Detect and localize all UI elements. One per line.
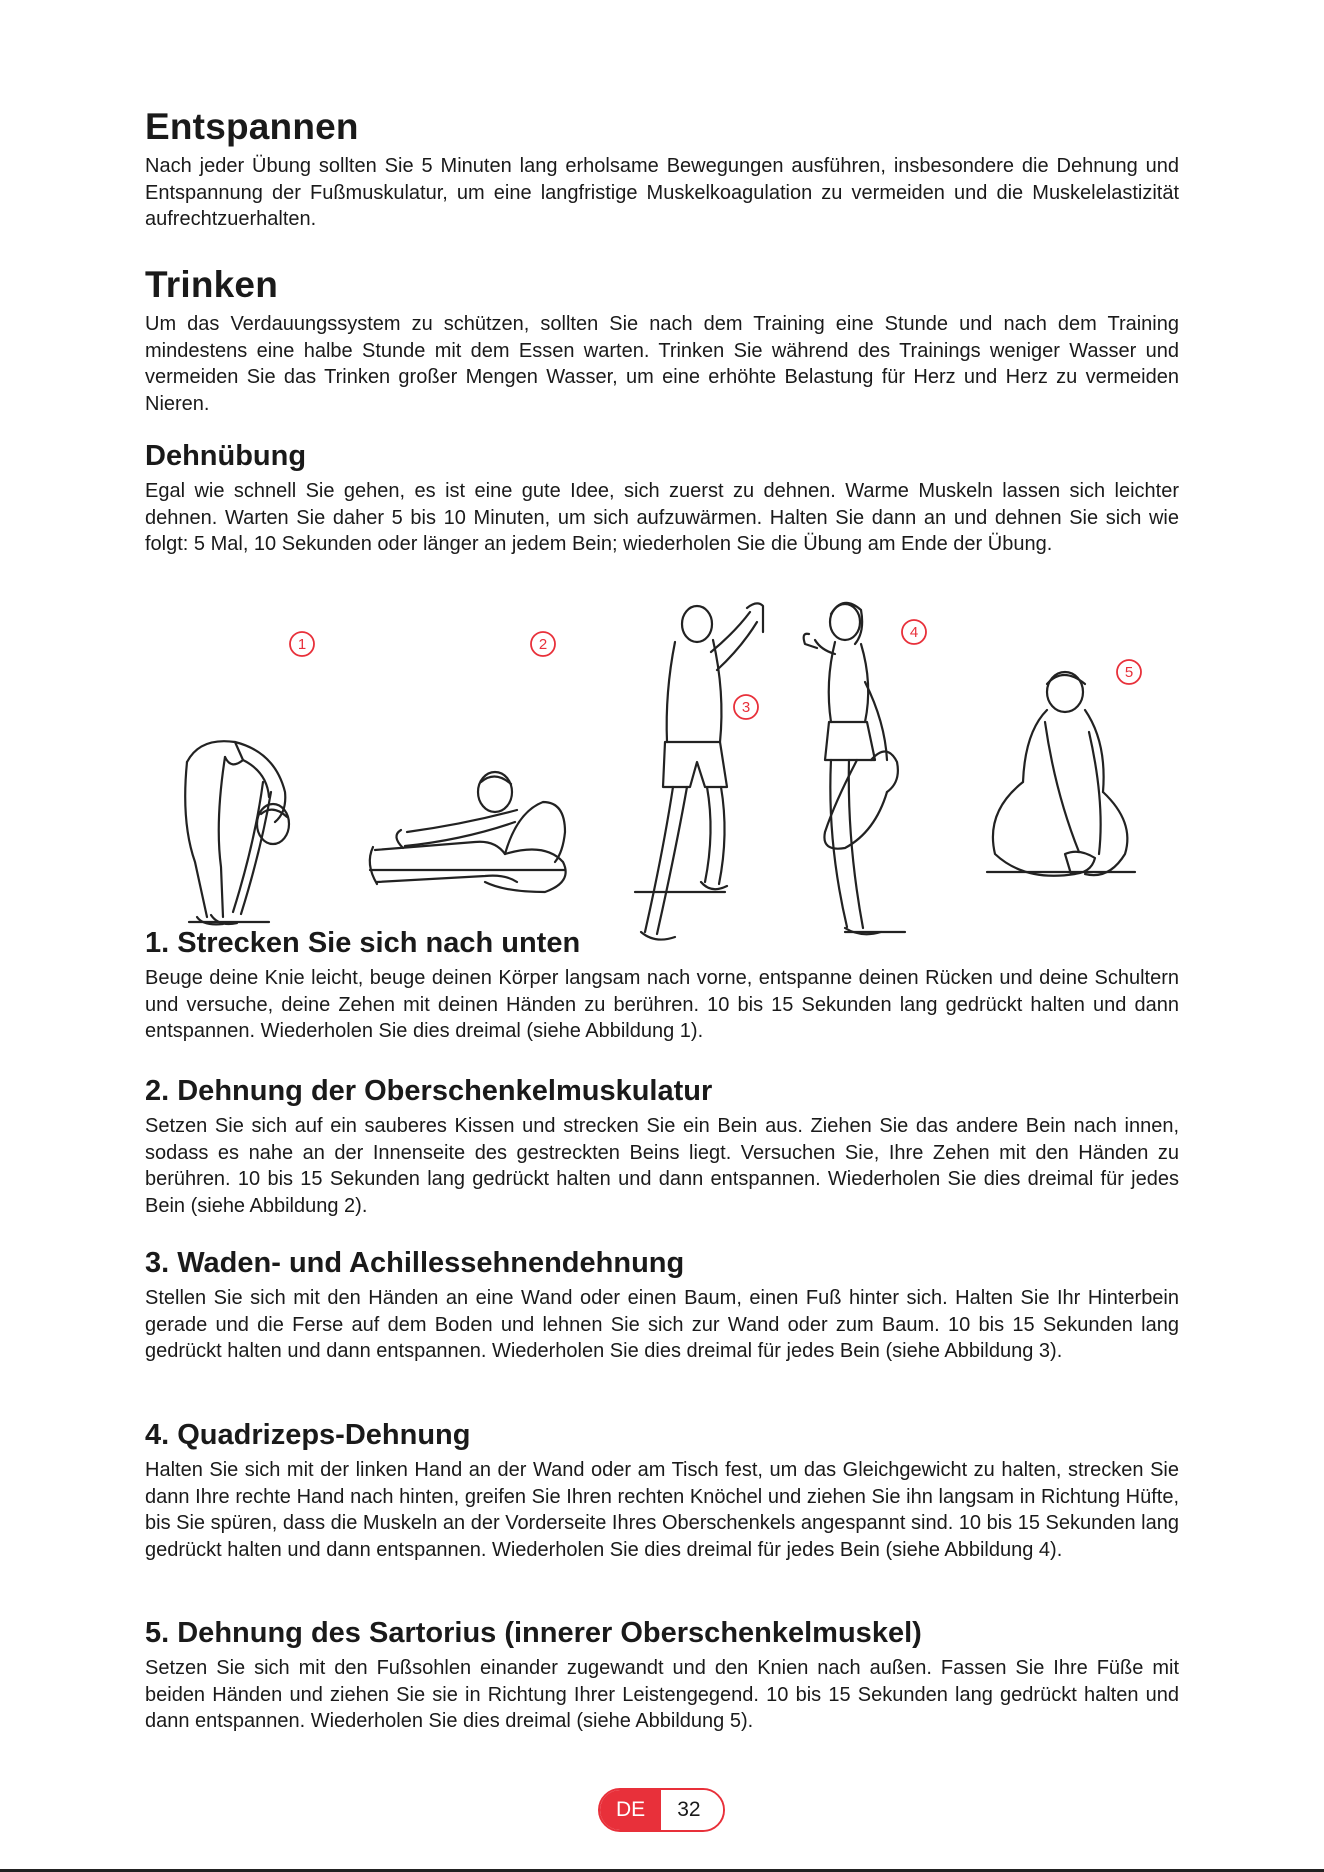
exercise-1 (145, 925, 1179, 1045)
text-trinken: Um das Verdauungssystem zu schützen, sollten Sie nach dem Training eine Stunde und nach dem Training mindestens eine halbe Stunde mit dem Essen warten. Trinken Sie während des Trainings weniger Wasser und vermeiden Sie das Trinken großer Mengen Wasser, um eine erhöhte Belastung für Herz und Herz zu vermeiden Nieren. (145, 313, 1179, 415)
exercise-4-title: 4. Quadrizeps-Dehnung (145, 1419, 471, 1451)
figure-5-butterfly-stretch-illustration (987, 672, 1135, 876)
page-indicator (598, 1788, 725, 1832)
figure-1-forward-bend-illustration (185, 741, 289, 924)
exercise-2-title: 2. Dehnung der Oberschenkelmuskulatur (145, 1075, 713, 1107)
figure-number-2: 2 (538, 636, 548, 653)
exercise-1-title: 1. Strecken Sie sich nach unten (145, 927, 581, 959)
page-number: 32 (661, 1790, 722, 1830)
figure-number-4: 4 (909, 624, 919, 641)
exercise-5-text: Setzen Sie sich mit den Fußsohlen einander zugewandt und den Knien nach außen. Fassen Sie Ihre Füße mit beiden Händen und ziehen Sie sie in Richtung Ihrer Leistengegend. 10 bis 15 Sekunden lang gedrückt halten und dann entspannen. Wiederholen Sie dies dreimal (siehe Abbildung 5). (145, 1657, 1179, 1732)
text-dehnuebung: Egal wie schnell Sie gehen, es ist eine gute Idee, sich zuerst zu dehnen. Warme Muskeln lassen sich leichter dehnen. Warten Sie daher 5 bis 10 Minuten, um sich aufzuwärmen. Halten Sie dann an und dehnen Sie sich wie folgt: 5 Mal, 10 Sekunden oder länger an jedem Bein; wiederholen Sie die Übung am Ende der Übung. (145, 480, 1179, 555)
figure-2-seated-hamstring-illustration (370, 772, 566, 892)
figure-3-calf-stretch-illustration (635, 603, 763, 939)
language-badge: DE (600, 1790, 661, 1830)
exercise-3 (145, 1245, 1179, 1365)
section-dehnuebung (145, 438, 1179, 558)
section-trinken (145, 263, 1179, 417)
figure-number-1: 1 (297, 636, 307, 653)
exercise-5-title: 5. Dehnung des Sartorius (innerer Oberschenkelmuskel) (145, 1617, 922, 1649)
exercise-4-text: Halten Sie sich mit der linken Hand an der Wand oder am Tisch fest, um das Gleichgewicht zu halten, strecken Sie dann Ihre rechte Hand nach hinten, greifen Sie Ihren rechten Knöchel und ziehen Sie ihn langsam in Richtung Hüfte, bis Sie spüren, dass die Muskeln an der Vorderseite Ihres Oberschenkels angespannt sind. 10 bis 15 Sekunden lang gedrückt halten und dann entspannen. Wiederholen Sie dies dreimal für jedes Bein (siehe Abbildung 4). (145, 1459, 1179, 1561)
figure-number-3: 3 (741, 699, 751, 716)
exercise-5 (145, 1615, 1179, 1735)
heading-dehnuebung: Dehnübung (145, 440, 307, 472)
exercise-1-text: Beuge deine Knie leicht, beuge deinen Körper langsam nach vorne, entspanne deinen Rücken und deine Schultern und versuche, deine Zehen mit deinen Händen zu berühren. 10 bis 15 Sekunden lang gedrückt halten und dann entspannen. Wiederholen Sie dies dreimal (siehe Abbildung 1). (145, 967, 1179, 1042)
exercise-2 (145, 1073, 1179, 1219)
heading-entspannen: Entspannen (145, 106, 359, 147)
exercise-4 (145, 1417, 1179, 1563)
section-entspannen (145, 105, 1179, 233)
figure-number-5: 5 (1124, 664, 1134, 681)
exercise-2-text: Setzen Sie sich auf ein sauberes Kissen und strecken Sie ein Bein aus. Ziehen Sie das andere Bein nach innen, sodass es nahe an der Innenseite des gestreckten Beins liegt. Versuchen Sie, Ihre Zehen mit den Händen zu berühren. 10 bis 15 Sekunden lang gedrückt halten und dann entspannen. Wiederholen Sie dies dreimal für jedes Bein (siehe Abbildung 2). (145, 1115, 1179, 1217)
text-entspannen: Nach jeder Übung sollten Sie 5 Minuten lang erholsame Bewegungen ausführen, insbesondere die Dehnung und Entspannung der Fußmuskulatur, um eine langfristige Muskelkoagulation zu vermeiden und die Muskelelastizität aufrechtzuerhalten. (145, 155, 1179, 230)
exercise-3-text: Stellen Sie sich mit den Händen an eine Wand oder einen Baum, einen Fuß hinter sich. Halten Sie Ihr Hinterbein gerade und die Ferse auf dem Boden und lehnen Sie sich zur Wand oder zum Baum. 10 bis 15 Sekunden lang gedrückt halten und dann entspannen. Wiederholen Sie dies dreimal für jedes Bein (siehe Abbildung 3). (145, 1287, 1179, 1362)
figure-4-quad-stretch-illustration (804, 603, 905, 934)
exercise-3-title: 3. Waden- und Achillessehnendehnung (145, 1247, 685, 1279)
heading-trinken: Trinken (145, 264, 278, 305)
